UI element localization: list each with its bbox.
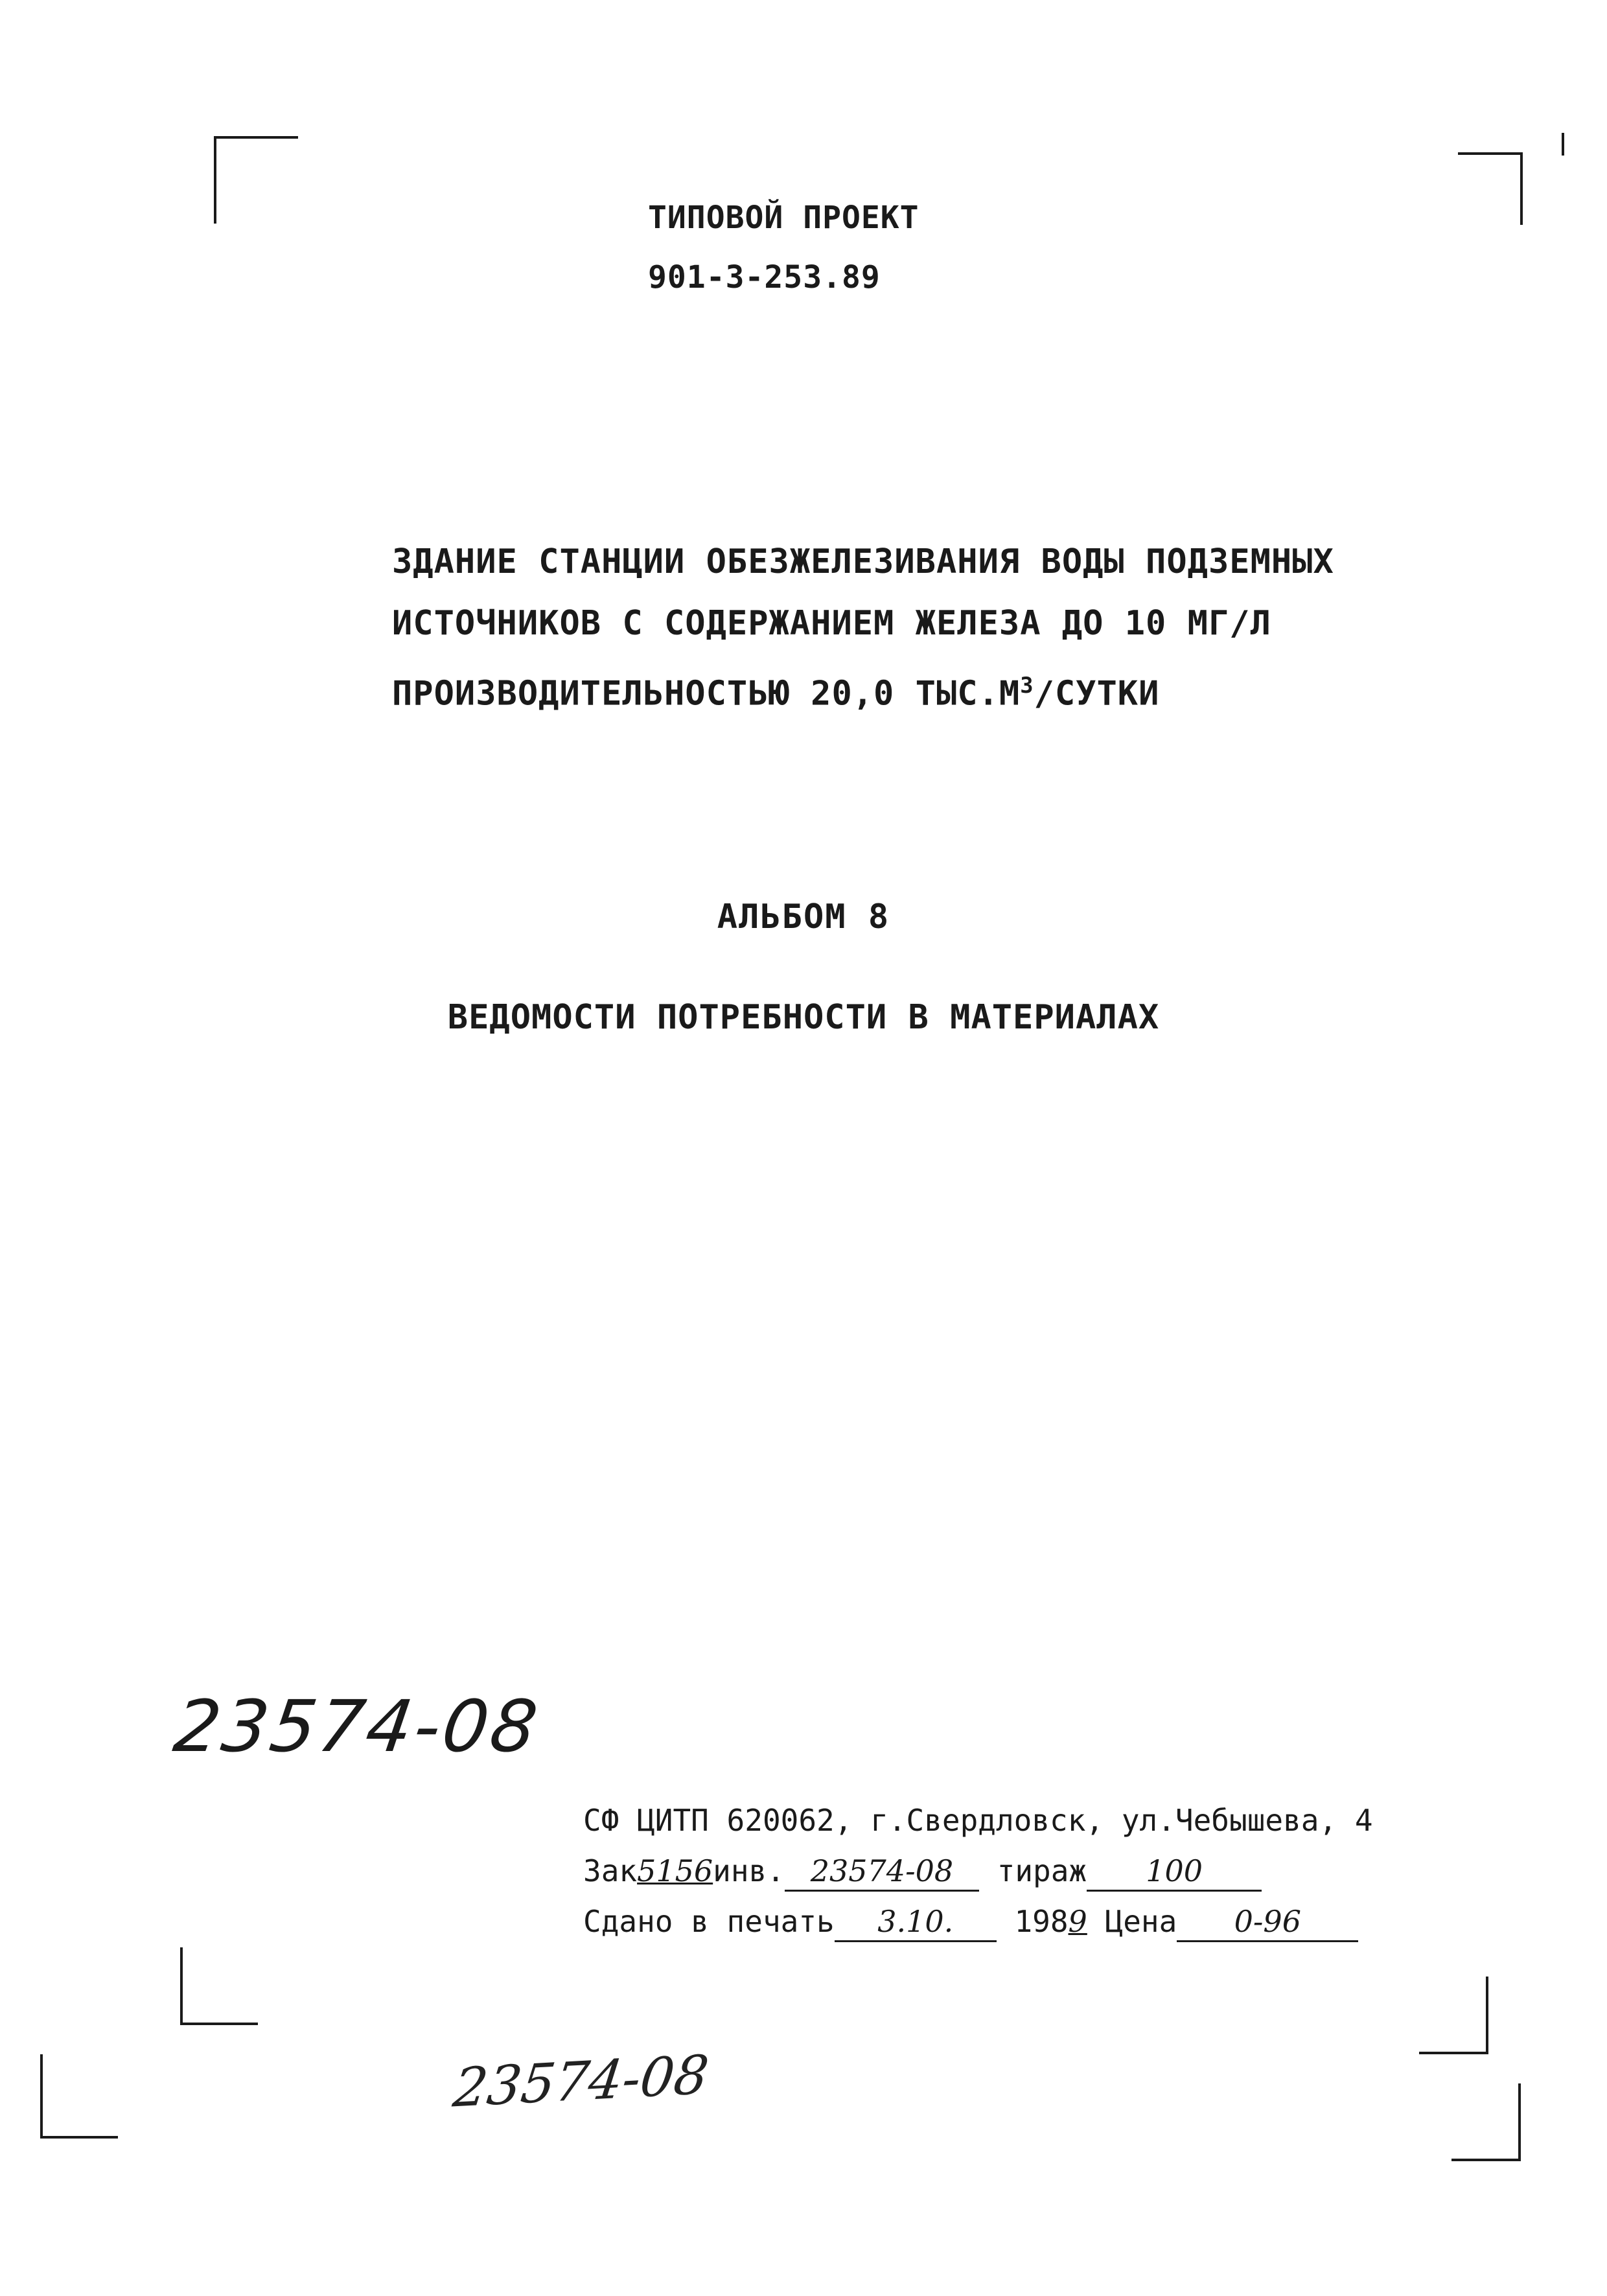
- corner-mark-top-left-vertical: [214, 136, 216, 224]
- print-run-value: 100: [1087, 1852, 1262, 1892]
- corner-mark-top-left-horizontal: [214, 136, 298, 139]
- project-number: 901-3-253.89: [648, 259, 881, 296]
- corner-mark-bottom-left-horizontal: [40, 2136, 118, 2139]
- corner-mark-top-right-horizontal: [1458, 152, 1523, 155]
- order-label: Зак: [583, 1853, 638, 1888]
- album-label: АЛЬБОМ 8: [717, 898, 890, 936]
- album-subtitle: ВЕДОМОСТИ ПОТРЕБНОСТИ В МАТЕРИАЛАХ: [447, 998, 1160, 1037]
- title-line-3-text: ПРОИЗВОДИТЕЛЬНОСТЬЮ 20,0 ТЫС.М: [392, 674, 1021, 713]
- document-title: [392, 531, 1334, 725]
- publisher-sent-line: [583, 1896, 1373, 1947]
- project-header: [648, 188, 919, 307]
- handwritten-inventory-note: 23574-08: [450, 2044, 712, 2120]
- year-suffix: 9: [1068, 1904, 1087, 1939]
- title-line-3-unit: /СУТКИ: [1034, 674, 1160, 713]
- corner-mark-bottom-right-vertical: [1518, 2083, 1521, 2161]
- corner-mark-mid-left-vertical: [180, 1947, 183, 2025]
- year-prefix: 198: [1014, 1904, 1069, 1939]
- publisher-order-line: [583, 1846, 1373, 1896]
- title-line-1: ЗДАНИЕ СТАНЦИИ ОБЕЗЖЕЛЕЗИВАНИЯ ВОДЫ ПОДЗЕМНЫХ: [392, 542, 1334, 581]
- project-type: ТИПОВОЙ ПРОЕКТ: [648, 200, 919, 236]
- corner-mark-mid-left-horizontal: [180, 2023, 258, 2025]
- title-line-3: [392, 655, 1334, 725]
- inv-label: инв.: [713, 1853, 785, 1888]
- publisher-block: [583, 1795, 1373, 1947]
- inv-number: 23574-08: [785, 1852, 979, 1892]
- sent-date: 3.10.: [835, 1903, 997, 1942]
- page-tick-mark: [1562, 133, 1564, 156]
- corner-mark-top-right-vertical: [1520, 152, 1523, 225]
- title-line-2: ИСТОЧНИКОВ С СОДЕРЖАНИЕМ ЖЕЛЕЗА ДО 10 МГ/Л: [392, 604, 1271, 643]
- price-label: Цена: [1105, 1904, 1177, 1939]
- price-value: 0-96: [1177, 1903, 1358, 1942]
- publisher-address: СФ ЦИТП 620062, г.Свердловск, ул.Чебышева, 4: [583, 1803, 1373, 1838]
- order-number: 5156: [637, 1853, 713, 1888]
- corner-mark-bottom-left-vertical: [40, 2054, 43, 2139]
- corner-mark-bottom-right-horizontal: [1451, 2159, 1521, 2161]
- title-line-3-superscript: 3: [1020, 673, 1034, 698]
- corner-mark-mid-right-vertical: [1486, 1977, 1488, 2054]
- handwritten-inventory-number: 23574-08: [169, 1685, 545, 1768]
- sent-label: Сдано в печать: [583, 1904, 835, 1939]
- print-run-label: тираж: [997, 1853, 1087, 1888]
- corner-mark-mid-right-horizontal: [1419, 2052, 1488, 2054]
